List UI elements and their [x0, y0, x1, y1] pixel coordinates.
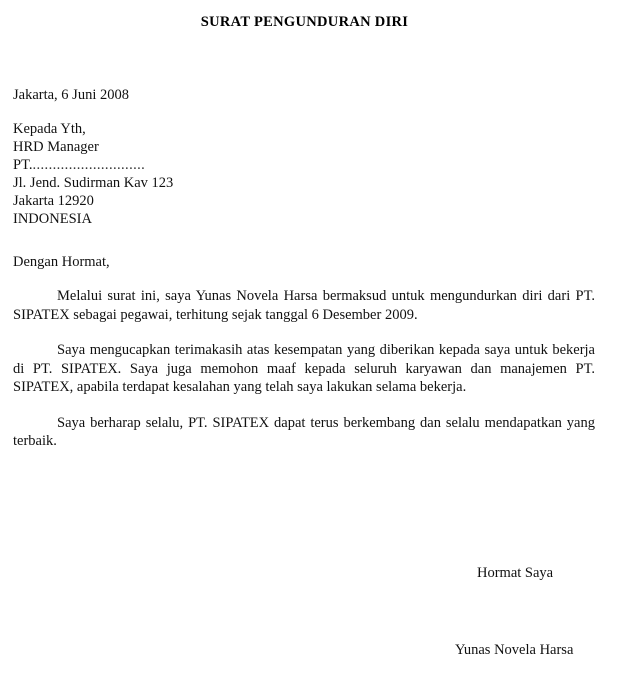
date-line: Jakarta, 6 Juni 2008: [13, 87, 129, 103]
recipient-line-city: Jakarta 12920: [13, 193, 94, 209]
recipient-line-salutation: Kepada Yth,: [13, 121, 86, 137]
recipient-company-blank: ............................: [32, 157, 146, 173]
body-paragraph-3: Saya berharap selalu, PT. SIPATEX dapat terus berkembang dan selalu mendapatkan yang terbaik.: [13, 414, 595, 449]
signature-name: Yunas Novela Harsa: [455, 642, 574, 658]
document-title: SURAT PENGUNDURAN DIRI: [200, 14, 409, 30]
recipient-line-company: [13, 156, 173, 174]
recipient-line-country: INDONESIA: [13, 211, 92, 227]
recipient-line-street: Jl. Jend. Sudirman Kav 123: [13, 175, 174, 191]
recipient-line-role: HRD Manager: [13, 139, 99, 155]
body-paragraph-2: Saya mengucapkan terimakasih atas kesempatan yang diberikan kepada saya untuk bekerja di PT. SIPATEX. Saya juga memohon maaf kepada seluruh karyawan dan manajemen PT. SIPATEX, apabila terdapat kesalahan yang telah saya lakukan selama bekerja.: [13, 342, 595, 395]
letter-body: [13, 287, 595, 451]
document-body: [13, 0, 596, 691]
signature-closing: Hormat Saya: [477, 565, 554, 581]
recipient-company-label: PT.: [13, 157, 33, 173]
recipient-address-block: [13, 120, 173, 228]
body-paragraph-1: Melalui surat ini, saya Yunas Novela Harsa bermaksud untuk mengundurkan diri dari PT. SIPATEX sebagai pegawai, terhitung sejak tanggal 6 Desember 2009.: [13, 288, 595, 323]
salutation-line: Dengan Hormat,: [13, 254, 110, 270]
